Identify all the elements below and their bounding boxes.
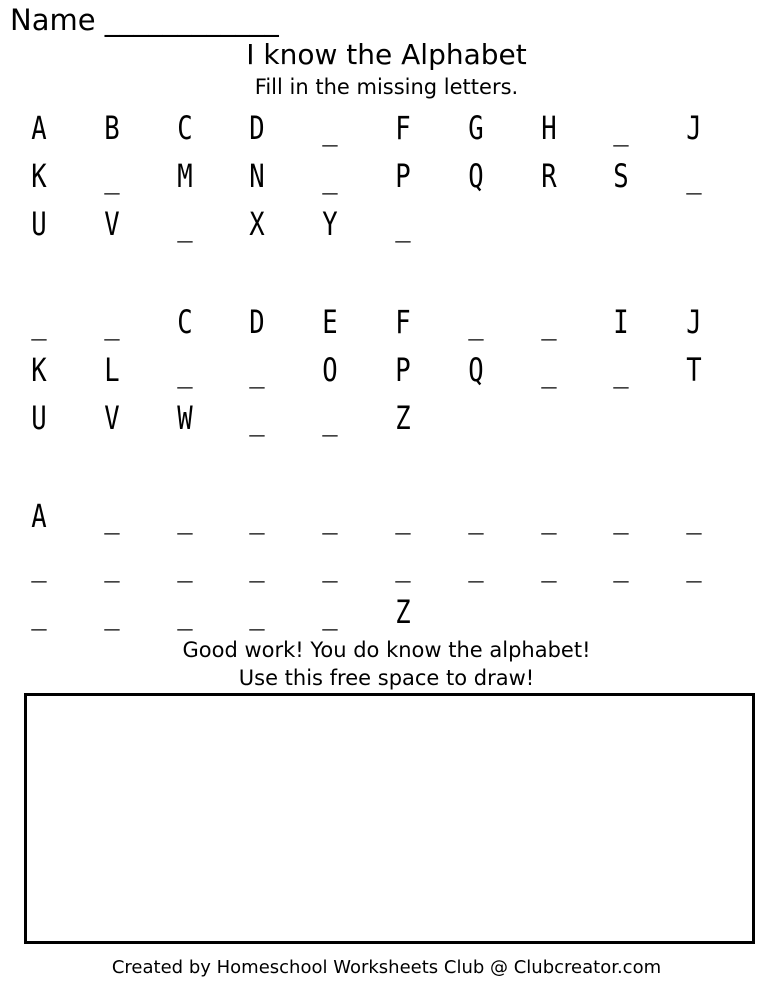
missing-letter-blank[interactable]: _: [104, 593, 120, 631]
missing-letter-blank[interactable]: _: [176, 593, 193, 631]
drawing-area[interactable]: [24, 693, 755, 944]
missing-letter-blank[interactable]: _: [176, 497, 193, 535]
name-field-label: Name ____________: [10, 3, 279, 37]
letter-cell: C: [176, 303, 193, 341]
letter-cell: I: [613, 303, 630, 341]
missing-letter-blank[interactable]: _: [104, 497, 120, 535]
letter-row: [0, 498, 773, 546]
missing-letter-blank[interactable]: _: [104, 545, 120, 583]
missing-letter-blank[interactable]: _: [249, 351, 266, 389]
worksheet-title: I know the Alphabet: [246, 38, 527, 71]
letter-cell: O: [322, 351, 338, 389]
letter-cell: F: [395, 303, 411, 341]
missing-letter-blank[interactable]: _: [322, 399, 338, 437]
letter-cell: D: [249, 109, 266, 147]
missing-letter-blank[interactable]: _: [686, 157, 702, 195]
missing-letter-blank[interactable]: _: [322, 593, 338, 631]
letter-cell: B: [104, 109, 120, 147]
letter-cell: R: [540, 157, 557, 195]
letter-cell: Z: [395, 593, 411, 631]
missing-letter-blank[interactable]: _: [540, 351, 557, 389]
letter-row: [0, 110, 773, 158]
letter-row: [0, 400, 773, 448]
missing-letter-blank[interactable]: _: [176, 205, 193, 243]
letter-cell: V: [104, 205, 120, 243]
missing-letter-blank[interactable]: _: [540, 303, 557, 341]
letter-cell: P: [395, 157, 411, 195]
letter-row: [0, 206, 773, 254]
missing-letter-blank[interactable]: _: [540, 545, 557, 583]
letter-row: [0, 546, 773, 594]
letter-cell: V: [104, 399, 120, 437]
footer-credit: Created by Homeschool Worksheets Club @ Clubcreator.com: [111, 957, 662, 978]
letter-cell: F: [395, 109, 411, 147]
missing-letter-blank[interactable]: _: [322, 157, 338, 195]
missing-letter-blank[interactable]: _: [104, 157, 120, 195]
letter-cell: Q: [468, 351, 484, 389]
letter-row: [0, 594, 773, 642]
missing-letter-blank[interactable]: _: [613, 545, 630, 583]
missing-letter-blank[interactable]: _: [322, 109, 338, 147]
letter-cell: A: [31, 109, 47, 147]
letter-cell: Z: [395, 399, 411, 437]
letter-cell: P: [395, 351, 411, 389]
letter-cell: A: [31, 497, 47, 535]
worksheet-instructions: Fill in the missing letters.: [254, 75, 519, 99]
missing-letter-blank[interactable]: _: [395, 205, 411, 243]
missing-letter-blank[interactable]: _: [613, 109, 630, 147]
letter-row: [0, 352, 773, 400]
letter-cell: T: [686, 351, 702, 389]
missing-letter-blank[interactable]: _: [613, 497, 630, 535]
missing-letter-blank[interactable]: _: [176, 351, 193, 389]
missing-letter-blank[interactable]: _: [395, 497, 411, 535]
letter-cell: N: [249, 157, 266, 195]
missing-letter-blank[interactable]: _: [249, 545, 266, 583]
missing-letter-blank[interactable]: _: [249, 399, 266, 437]
missing-letter-blank[interactable]: _: [249, 593, 266, 631]
letter-cell: M: [176, 157, 193, 195]
letter-row: [0, 304, 773, 352]
missing-letter-blank[interactable]: _: [31, 545, 47, 583]
missing-letter-blank[interactable]: _: [686, 497, 702, 535]
missing-letter-blank[interactable]: _: [613, 351, 630, 389]
letter-cell: E: [322, 303, 338, 341]
missing-letter-blank[interactable]: _: [468, 497, 484, 535]
letter-cell: G: [468, 109, 484, 147]
missing-letter-blank[interactable]: _: [322, 545, 338, 583]
missing-letter-blank[interactable]: _: [468, 545, 484, 583]
missing-letter-blank[interactable]: _: [104, 303, 120, 341]
missing-letter-blank[interactable]: _: [468, 303, 484, 341]
letter-cell: J: [686, 303, 702, 341]
letter-row: [0, 158, 773, 206]
letter-cell: K: [31, 157, 47, 195]
missing-letter-blank[interactable]: _: [249, 497, 266, 535]
letter-cell: U: [31, 205, 47, 243]
letter-cell: W: [176, 399, 193, 437]
missing-letter-blank[interactable]: _: [395, 545, 411, 583]
letter-cell: X: [249, 205, 266, 243]
draw-prompt: Use this free space to draw!: [238, 666, 535, 690]
letter-cell: L: [104, 351, 120, 389]
missing-letter-blank[interactable]: _: [686, 545, 702, 583]
letter-cell: Y: [322, 205, 338, 243]
letter-cell: K: [31, 351, 47, 389]
missing-letter-blank[interactable]: _: [322, 497, 338, 535]
good-work-message: Good work! You do know the alphabet!: [182, 638, 591, 662]
letter-cell: H: [540, 109, 557, 147]
missing-letter-blank[interactable]: _: [31, 593, 47, 631]
letter-cell: S: [613, 157, 630, 195]
letter-cell: J: [686, 109, 702, 147]
missing-letter-blank[interactable]: _: [176, 545, 193, 583]
letter-cell: C: [176, 109, 193, 147]
missing-letter-blank[interactable]: _: [31, 303, 47, 341]
letter-cell: D: [249, 303, 266, 341]
letter-cell: Q: [468, 157, 484, 195]
missing-letter-blank[interactable]: _: [540, 497, 557, 535]
letter-cell: U: [31, 399, 47, 437]
